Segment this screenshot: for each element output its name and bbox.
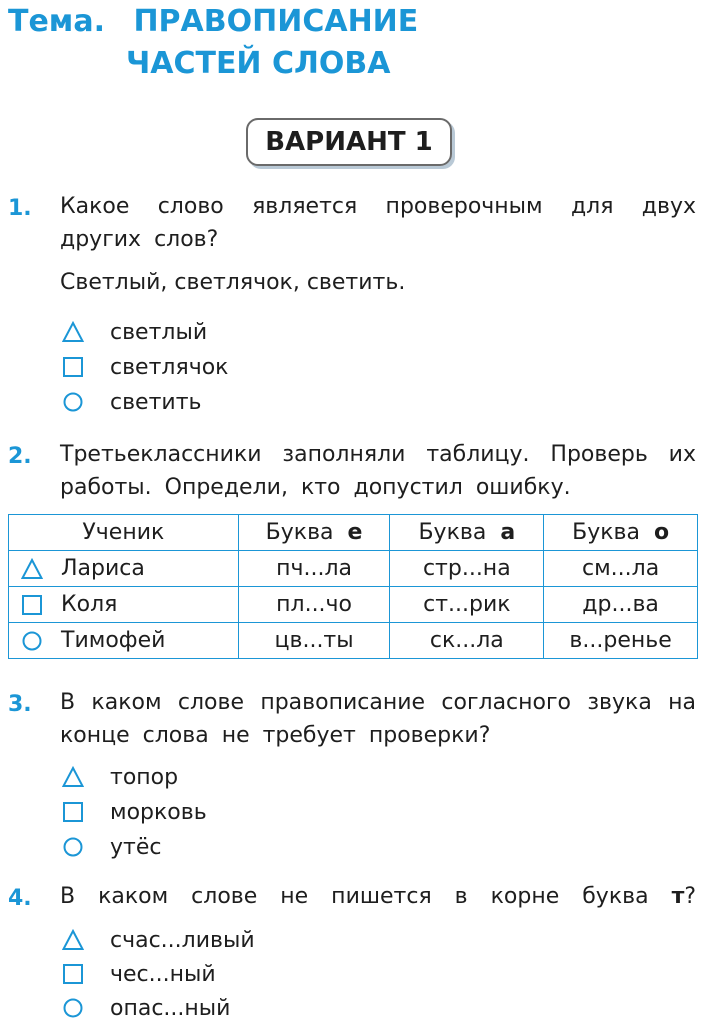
theme-line-1: ПРАВОПИСАНИЕ xyxy=(133,4,419,39)
q4-option-3-label: опас...ный xyxy=(110,995,231,1021)
header-student: Ученик xyxy=(9,515,239,551)
table-header-row xyxy=(9,515,698,551)
word-cell: ст...рик xyxy=(390,587,544,623)
question-1-number: 1. xyxy=(8,196,32,221)
circle-icon xyxy=(62,836,84,858)
question-4-letter: т xyxy=(671,884,685,909)
word-cell: в...ренье xyxy=(544,623,698,659)
q1-option-3-label: светить xyxy=(110,389,202,415)
table-row[interactable] xyxy=(9,623,698,659)
q3-option-3[interactable] xyxy=(62,833,161,861)
square-icon xyxy=(62,963,84,985)
answers-table xyxy=(8,514,698,659)
student-cell: Коля xyxy=(9,587,239,623)
question-3-text: В каком слове правописание согласного звука на конце слова не требует проверки? xyxy=(60,690,696,748)
square-icon xyxy=(62,801,84,823)
question-2-text: Третьеклассники заполняли таблицу. Проверь их работы. Определи, кто допустил ошибку. xyxy=(60,442,696,500)
word-cell: цв...ты xyxy=(238,623,390,659)
student-cell: Лариса xyxy=(9,551,239,587)
question-2-number: 2. xyxy=(8,444,32,469)
triangle-icon xyxy=(21,558,43,580)
word-cell: стр...на xyxy=(390,551,544,587)
page-theme xyxy=(8,4,418,40)
question-1-words: Светлый, светлячок, светить. xyxy=(60,270,406,295)
question-4-number: 4. xyxy=(8,886,32,911)
triangle-icon xyxy=(62,929,84,951)
word-cell: пч...ла xyxy=(238,551,390,587)
header-letter-e: Буква е xyxy=(238,515,390,551)
table-row[interactable] xyxy=(9,587,698,623)
circle-icon xyxy=(62,997,84,1019)
question-3-number: 3. xyxy=(8,692,32,717)
circle-icon xyxy=(62,391,84,413)
student-cell: Тимофей xyxy=(9,623,239,659)
variant-label: ВАРИАНТ 1 xyxy=(265,127,433,157)
header-letter-o: Буква о xyxy=(544,515,698,551)
theme-line-2: ЧАСТЕЙ СЛОВА xyxy=(126,46,391,81)
q1-option-3[interactable] xyxy=(62,388,202,416)
triangle-icon xyxy=(62,766,84,788)
q4-option-1[interactable] xyxy=(62,926,255,954)
q3-option-2-label: морковь xyxy=(110,799,207,825)
header-letter-a: Буква а xyxy=(390,515,544,551)
circle-icon xyxy=(21,630,43,652)
question-1-text: Какое слово является проверочным для двух других слов? xyxy=(60,194,696,252)
q1-option-2-label: светлячок xyxy=(110,354,229,380)
triangle-icon xyxy=(62,321,84,343)
table-row[interactable] xyxy=(9,551,698,587)
q4-option-2[interactable] xyxy=(62,960,216,988)
word-cell: см...ла xyxy=(544,551,698,587)
q1-option-1[interactable] xyxy=(62,318,207,346)
square-icon xyxy=(21,594,43,616)
square-icon xyxy=(62,356,84,378)
q4-option-2-label: чес...ный xyxy=(110,961,216,987)
q4-option-3[interactable] xyxy=(62,994,230,1022)
variant-badge xyxy=(246,118,452,166)
q1-option-1-label: светлый xyxy=(110,319,208,345)
q3-option-1-label: топор xyxy=(110,764,179,790)
word-cell: ск...ла xyxy=(390,623,544,659)
q3-option-2[interactable] xyxy=(62,798,207,826)
theme-prefix: Тема. xyxy=(8,4,105,39)
word-cell: др...ва xyxy=(544,587,698,623)
word-cell: пл...чо xyxy=(238,587,390,623)
q4-option-1-label: счас...ливый xyxy=(110,927,255,953)
q1-option-2[interactable] xyxy=(62,353,228,381)
q3-option-3-label: утёс xyxy=(110,834,162,860)
q3-option-1[interactable] xyxy=(62,763,178,791)
question-4-text: В каком слове не пишется в корне буква т? xyxy=(60,884,697,909)
